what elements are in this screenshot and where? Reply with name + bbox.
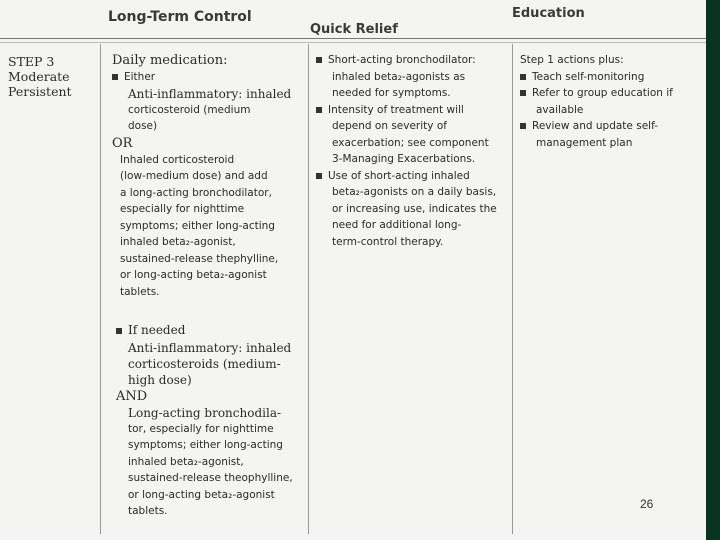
education-line: management plan [536,136,633,149]
step-label [8,54,72,99]
education-item: Review and update self- [520,118,702,135]
step-severity-1: Moderate [8,69,70,84]
quick-relief-line: beta₂-agonists on a daily basis, [332,186,497,198]
bullet-icon [520,90,526,96]
quick-relief-line: or increasing use, indicates the [332,202,497,215]
and-line: symptoms; either long-acting [128,439,283,451]
or-line: especially for nighttime [120,203,245,215]
step-severity-2: Persistent [8,84,72,99]
bullet-icon [316,173,322,179]
and-line: sustained-release theophylline, [128,472,293,484]
education-line: available [536,103,584,116]
bullet-icon [316,57,322,63]
and-label: AND [116,388,148,404]
bullet-icon [520,123,526,129]
slide-border [706,0,720,540]
education-item: Teach self-monitoring [520,69,702,86]
header-rule [0,38,706,39]
or-line: a long-acting bronchodilator, [120,186,272,199]
and-line: tor, especially for nighttime [128,422,274,435]
header-quick-relief: Quick Relief [310,22,398,37]
if-needed-line: corticosteroids (medium- [128,356,281,371]
or-line: Inhaled corticosteroid [120,153,235,166]
bullet-icon [116,328,122,334]
quick-relief-line: exacerbation; see component [332,136,489,149]
if-needed-item: If needed [112,322,308,340]
quick-relief-line: 3-Managing Exacerbations. [332,153,476,165]
quick-relief-line: needed for symptoms. [332,87,451,99]
and-line: tablets. [128,505,168,517]
quick-relief-line: need for additional long- [332,219,462,231]
quick-relief-line: term-control therapy. [332,235,444,248]
either-line: corticosteroid (medium [128,103,251,116]
or-label: OR [112,135,133,151]
or-line: inhaled beta₂-agonist, [120,236,236,248]
quick-relief-line: depend on severity of [332,120,447,132]
and-line: or long-acting beta₂-agonist [128,488,275,501]
spacer [112,300,308,322]
quick-relief-item: Short-acting bronchodilator: [316,52,508,69]
education-column [520,52,702,151]
step-number: STEP 3 [8,54,55,69]
or-line: tablets. [120,285,160,298]
header-rule-thin [0,42,706,43]
daily-medication-heading: Daily medication: [112,53,228,68]
or-line: or long-acting beta₂-agonist [120,269,267,281]
column-divider-2 [308,44,309,534]
quick-relief-item: Intensity of treatment will [316,102,508,119]
header-long-term-control: Long-Term Control [108,9,252,25]
bullet-icon [112,74,118,80]
bullet-icon [316,107,322,113]
either-item: Either [112,69,308,86]
if-needed-line: Anti-inflammatory: inhaled [128,340,292,355]
or-line: (low-medium dose) and add [120,170,268,182]
quick-relief-column [316,52,508,250]
or-line: sustained-release thephylline, [120,252,279,265]
and-line: Long-acting bronchodila- [128,405,282,420]
or-line: symptoms; either long-acting [120,219,275,232]
long-term-control-column [112,52,308,520]
column-divider-1 [100,44,101,534]
page-number: 26 [640,497,654,511]
quick-relief-line: inhaled beta₂-agonists as [332,70,466,83]
education-intro: Step 1 actions plus: [520,54,624,66]
quick-relief-item: Use of short-acting inhaled [316,168,508,185]
header-education: Education [512,6,585,21]
and-line: inhaled beta₂-agonist, [128,455,244,468]
either-line: Anti-inflammatory: inhaled [128,86,292,101]
bullet-icon [520,74,526,80]
column-divider-3 [512,44,513,534]
education-item: Refer to group education if [520,85,702,102]
if-needed-line: high dose) [128,372,192,387]
either-line: dose) [128,120,158,132]
